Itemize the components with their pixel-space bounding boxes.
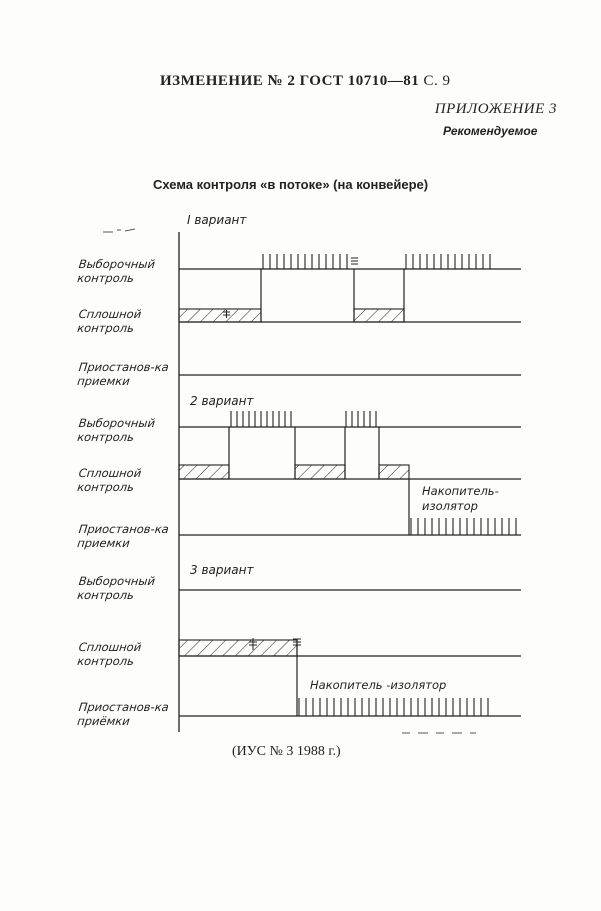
label-selective-2: Выборочный контроль bbox=[76, 416, 156, 444]
label-selective-3: Выборочный контроль bbox=[76, 574, 156, 602]
v1-continuous-block-2 bbox=[354, 309, 404, 322]
header-title: ИЗМЕНЕНИЕ № 2 ГОСТ 10710—81 bbox=[160, 73, 420, 89]
variant-2-heading: 2 вариант bbox=[190, 394, 254, 408]
diagram-title: Схема контроля «в потоке» (на конвейере) bbox=[153, 177, 429, 192]
page-number: С. 9 bbox=[423, 73, 451, 89]
label-continuous-1: Сплошной контроль bbox=[76, 307, 142, 335]
v1-continuous-block-1 bbox=[179, 309, 261, 322]
recommended-label: Рекомендуемое bbox=[443, 124, 538, 138]
appendix-label: ПРИЛОЖЕНИЕ 3 bbox=[434, 101, 557, 117]
v2-continuous-block-1 bbox=[179, 465, 229, 479]
label-stop-3: Приостанов-ка приёмки bbox=[76, 700, 170, 728]
footer-note: (ИУС № 3 1988 г.) bbox=[232, 744, 341, 759]
label-stop-2: Приостанов-ка приемки bbox=[76, 522, 170, 550]
label-stop-1: Приостанов-ка приемки bbox=[76, 360, 170, 388]
v3-continuous-block-1 bbox=[179, 640, 297, 656]
label-selective-1: Выборочный контроль bbox=[76, 257, 156, 285]
variant-1-heading: I вариант bbox=[187, 213, 247, 227]
accumulator-label-2: Накопитель-изолятор bbox=[422, 484, 499, 513]
label-continuous-3: Сплошной контроль bbox=[76, 640, 142, 668]
v2-continuous-block-3 bbox=[379, 465, 409, 479]
v2-continuous-block-2 bbox=[295, 465, 345, 479]
variant-3-heading: 3 вариант bbox=[190, 563, 254, 577]
label-continuous-2: Сплошной контроль bbox=[76, 466, 142, 494]
accumulator-label-3: Накопитель -изолятор bbox=[310, 678, 447, 692]
